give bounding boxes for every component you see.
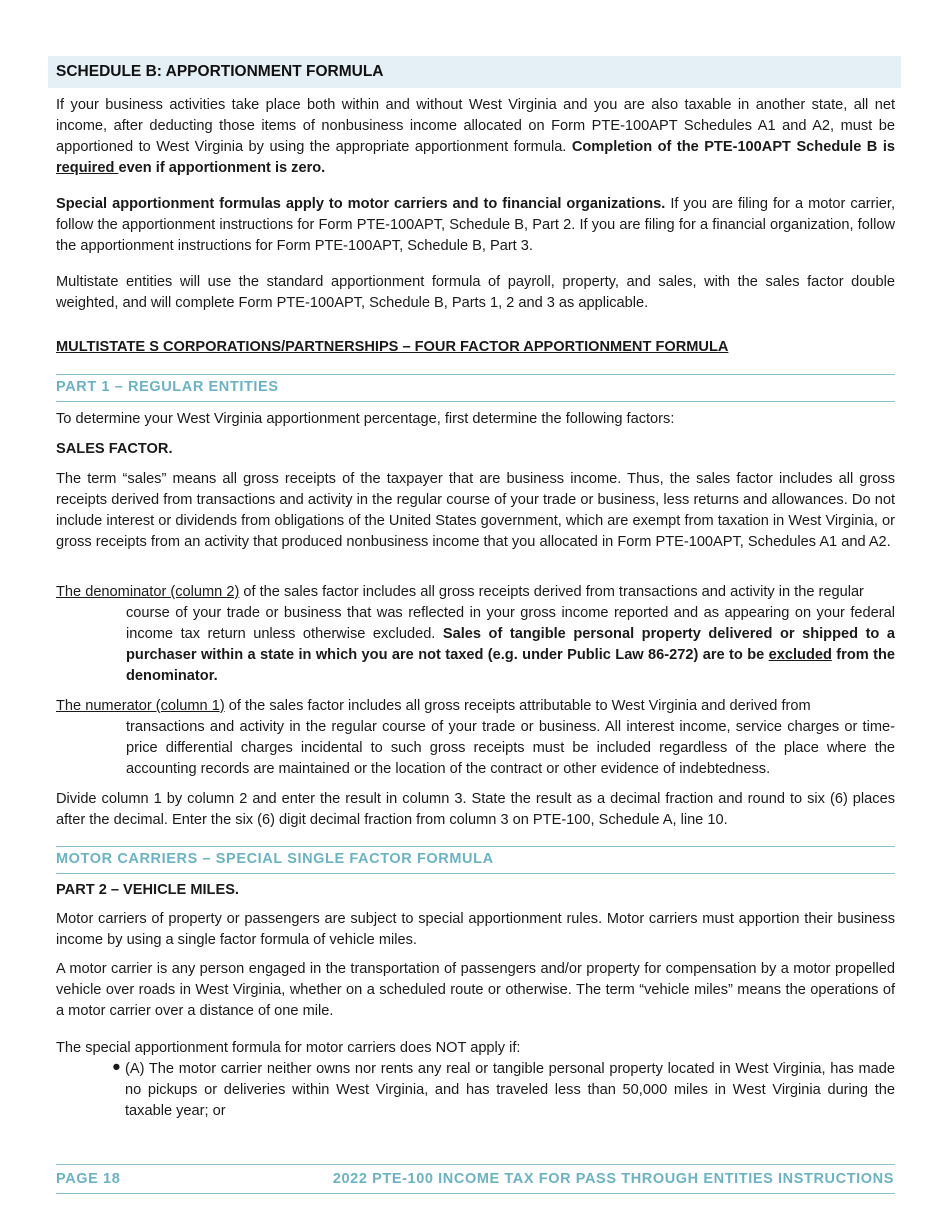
sales-factor-label (56, 439, 895, 460)
intro-paragraph (56, 95, 895, 179)
sales-definition (56, 469, 895, 553)
footer-divider-top (56, 1164, 895, 1165)
intro-required: required (56, 160, 119, 176)
numerator-label: The numerator (column 1) (56, 698, 225, 714)
not-apply-paragraph (56, 1038, 895, 1059)
denominator-bold-b: from the denominator. (126, 647, 895, 684)
part2-label-text: PART 2 – VEHICLE MILES. (56, 882, 239, 898)
motor-paragraph-1 (56, 909, 895, 951)
part1-heading-text: PART 1 – REGULAR ENTITIES (56, 379, 279, 395)
motor-heading-text: MOTOR CARRIERS – SPECIAL SINGLE FACTOR FORMULA (56, 851, 494, 867)
motor-paragraph-2 (56, 959, 895, 1022)
intro-text: If your business activities take place both within and without West Virginia and you are also taxable in another state, all net income, after deducting those items of nonbusiness income allocated on Form PTE-100APT Schedules A1 and A2, must be apportioned to West Virginia by using the appropriate apportionment formula. (56, 97, 895, 155)
part2-label (56, 880, 895, 901)
four-factor-heading-text: MULTISTATE S CORPORATIONS/PARTNERSHIPS – FOUR FACTOR APPORTIONMENT FORMULA (56, 339, 729, 355)
footer-title: 2022 PTE-100 INCOME TAX FOR PASS THROUGH ENTITIES INSTRUCTIONS (332, 1171, 894, 1187)
sales-factor-label-text: SALES FACTOR. (56, 441, 173, 457)
footer-page-number: PAGE 18 (56, 1171, 121, 1187)
denominator-label: The denominator (column 2) (56, 584, 240, 600)
special-text: If you are filing for a motor carrier, follow the apportionment instructions for Form PTE-100APT, Schedule B, Part 2. If you are filing for a financial organization, follow the apportionment instructions for Form PTE-100APT, Schedule B, Part 3. (56, 196, 895, 254)
intro-bold-b: even if apportionment is zero. (118, 160, 326, 176)
motor-heading (56, 846, 895, 874)
multistate-text: Multistate entities will use the standard apportionment formula of payroll, property, and sales, with the sales factor double weighted, and will complete Form PTE-100APT, Schedule B, Parts 1, 2 and 3 as applicable. (56, 274, 895, 311)
bullet-a (112, 1059, 895, 1122)
determine-paragraph (56, 409, 895, 430)
special-paragraph (56, 194, 895, 257)
schedule-title: SCHEDULE B: APPORTIONMENT FORMULA (56, 63, 384, 80)
motor-p2-text: A motor carrier is any person engaged in the transportation of passengers and/or property for compensation by a motor propelled vehicle over roads in West Virginia, whether on a scheduled route or otherwise. The term “vehicle miles” means the operations of a motor carrier over a distance of one mile. (56, 961, 895, 1019)
denominator-paragraph (56, 582, 895, 687)
multistate-paragraph (56, 272, 895, 314)
determine-text: To determine your West Virginia apportionment percentage, first determine the following factors: (56, 411, 675, 427)
denominator-text: of the sales factor includes all gross receipts derived from transactions and activity in the regular (239, 584, 864, 600)
numerator-cont: transactions and activity in the regular course of your trade or business. All interest income, service charges or time-price differential charges incidental to such gross receipts must be included regardless of the place where the accounting records are maintained or the location of the contract or other evidence of indebtedness. (126, 719, 895, 777)
not-apply-text: The special apportionment formula for motor carriers does NOT apply if: (56, 1040, 521, 1056)
footer-divider-bottom (56, 1193, 895, 1194)
schedule-header (48, 56, 901, 88)
denominator-cont: course of your trade or business that was reflected in your gross income reported and as appearing on your federal income tax return unless otherwise excluded. (126, 605, 895, 642)
bullet-a-text: (A) The motor carrier neither owns nor rents any real or tangible personal property located in West Virginia, has made no pickups or deliveries within West Virginia, and has traveled less than 50,000 miles in West Virginia during the taxable year; or (125, 1061, 895, 1119)
motor-p1-text: Motor carriers of property or passengers are subject to special apportionment rules. Motor carriers must apportion their business income by using a single factor formula of vehicle miles. (56, 911, 895, 948)
denominator-bold-a: Sales of tangible personal property delivered or shipped to a purchaser within a state in which you are not taxed (e.g. under Public Law 86-272) are to be (126, 626, 895, 663)
part1-heading (56, 374, 895, 402)
denominator-excluded: excluded (768, 647, 832, 663)
intro-bold-a: Completion of the PTE-100APT Schedule B is (571, 139, 895, 155)
bullet-icon: ● (112, 1059, 121, 1075)
divide-text: Divide column 1 by column 2 and enter the result in column 3. State the result as a decimal fraction and round to six (6) places after the decimal. Enter the six (6) digit decimal fraction from column 3 on PTE-100, Schedule A, line 10. (56, 791, 895, 828)
special-bold: Special apportionment formulas apply to motor carriers and to financial organizations. (56, 196, 666, 212)
sales-definition-text: The term “sales” means all gross receipts of the taxpayer that are business income. Thus, the sales factor includes all gross receipts derived from transactions and activity in the regular course of your trade or business, less returns and allowances. Do not include interest or dividends from obligations of the United States government, which are exempt from taxation in West Virginia, or gross receipts from an activity that produced nonbusiness income that you allocated in Form PTE-100APT, Schedules A1 and A2. (56, 471, 895, 550)
numerator-text: of the sales factor includes all gross receipts attributable to West Virginia and derived from (224, 698, 811, 714)
divide-paragraph (56, 789, 895, 831)
numerator-paragraph (56, 696, 895, 780)
four-factor-heading (56, 337, 895, 358)
